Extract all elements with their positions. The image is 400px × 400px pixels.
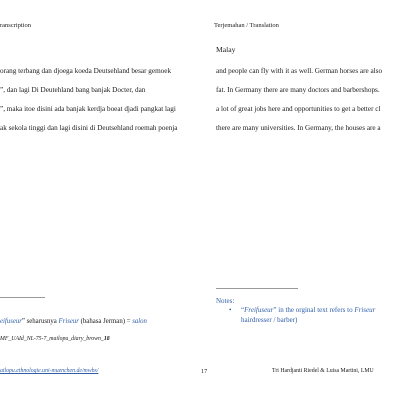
header-right: Terjemahan / Translation	[214, 22, 279, 29]
footer-url-link[interactable]: ailopu.ethnologie.uni-muenchen.de/mwbs/	[0, 368, 99, 374]
reference-code	[0, 336, 110, 342]
transcription-line-2: ”, dan lagi Di Deutehland bang banjak Docter, dan	[0, 86, 146, 94]
footnote-rest: (bahasa Jerman) =	[78, 318, 133, 325]
footnote-correct: Friseur	[58, 318, 79, 325]
notes-bullet: •	[229, 306, 232, 314]
translation-line-4: there are many universities. In Germany, the houses are a	[216, 124, 381, 132]
transcription-line-3: ”, maka itoe disini ada banjak kerdja boeat djadi pangkat lagi	[0, 105, 176, 113]
reference-page: 18	[103, 336, 110, 342]
notes-line-1	[241, 306, 375, 314]
footnote-rule-left	[0, 297, 45, 298]
reference-code-text: MF_UAId_NL-75-7_mailopu_diary_brown_	[0, 336, 104, 342]
notes-term: Freifuseur	[244, 306, 274, 314]
notes-title: Notes:	[216, 297, 235, 305]
notes-line-2: hairdresser / barber)	[241, 316, 298, 324]
transcription-line-1: orang terbang dan djoega koeda Deutsehland besar gemoek	[0, 67, 172, 75]
notes-rule	[216, 288, 298, 289]
translation-line-1: and people can fly with it as well. German horses are also	[216, 67, 383, 75]
notes-open-quote: “	[241, 306, 245, 314]
language-label: Malay	[216, 45, 236, 54]
notes-mid: ” in the orginal text refers to	[273, 306, 355, 314]
header-left: ranscription	[0, 22, 32, 29]
footnote-term: eifuseur	[0, 318, 22, 325]
footer-authors: Tri Hardjanti Riedel & Luisa Martini, LMU	[272, 368, 374, 374]
translation-line-2: fat. In Germany there are many doctors and barbershops.	[216, 86, 380, 94]
page-number: 17	[201, 368, 208, 375]
footnote-left	[0, 318, 147, 325]
translation-line-3: a lot of great jobs here and opportunities to get a better cl	[216, 105, 381, 113]
footnote-middle: ” seharusnya	[21, 318, 59, 325]
transcription-line-4: ak sekola tinggi dan lagi disini di Deutsehland roemah poenja	[0, 124, 178, 132]
notes-correct: Friseur	[354, 306, 376, 314]
footnote-meaning: salon	[132, 318, 147, 325]
